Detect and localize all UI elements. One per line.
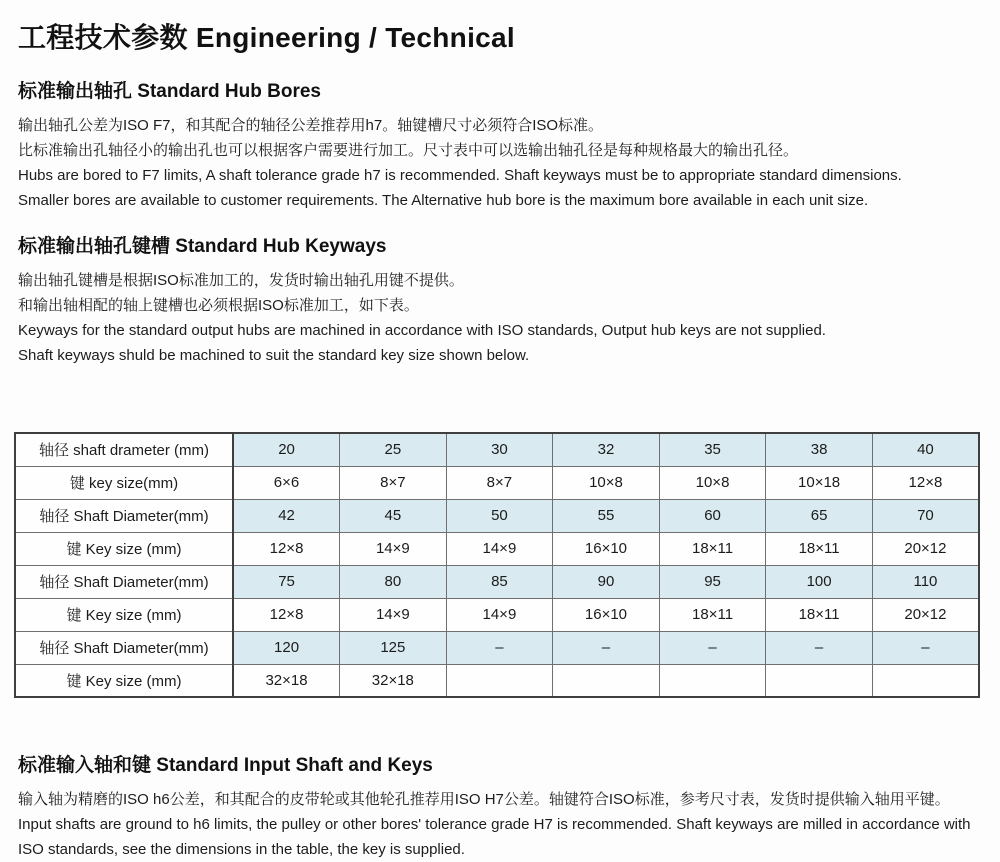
table-cell: – <box>553 631 660 664</box>
table-row <box>15 466 979 499</box>
row-label: 轴径 shaft drameter (mm) <box>15 433 233 466</box>
hub-bores-heading: 标准输出轴孔 Standard Hub Bores <box>18 81 321 102</box>
table-cell: 45 <box>340 499 447 532</box>
table-cell <box>659 664 766 697</box>
table-cell: 30 <box>446 433 553 466</box>
table-cell: 35 <box>659 433 766 466</box>
table-row <box>15 532 979 565</box>
table-row <box>15 631 979 664</box>
row-label: 键 key size(mm) <box>15 466 233 499</box>
hub-bores-line-en-2: Smaller bores are available to customer requirements. The Alternative hub bore is the maximum bore available in each unit size. <box>18 192 869 209</box>
table-cell: 16×10 <box>553 598 660 631</box>
row-label: 轴径 Shaft Diameter(mm) <box>15 631 233 664</box>
table-cell: 8×7 <box>446 466 553 499</box>
table-cell: 18×11 <box>766 598 873 631</box>
table-cell: 10×8 <box>659 466 766 499</box>
section-input-shaft <box>18 750 982 862</box>
table-cell: – <box>766 631 873 664</box>
table-cell: 55 <box>553 499 660 532</box>
table-cell: 20×12 <box>872 598 979 631</box>
table-row <box>15 433 979 466</box>
table-cell: 10×8 <box>553 466 660 499</box>
table-cell: 85 <box>446 565 553 598</box>
table-cell: 120 <box>233 631 340 664</box>
input-shaft-heading: 标准输入轴和键 Standard Input Shaft and Keys <box>18 755 433 776</box>
table-cell: 65 <box>766 499 873 532</box>
table-cell: 16×10 <box>553 532 660 565</box>
table-cell: 38 <box>766 433 873 466</box>
table-cell: 14×9 <box>446 532 553 565</box>
table-cell: 8×7 <box>340 466 447 499</box>
keyway-size-table <box>14 432 980 698</box>
table-cell: 12×8 <box>233 598 340 631</box>
table-cell: 12×8 <box>233 532 340 565</box>
row-label: 键 Key size (mm) <box>15 664 233 697</box>
table-cell: 32×18 <box>340 664 447 697</box>
table-cell: 75 <box>233 565 340 598</box>
hub-bores-line-en-1: Hubs are bored to F7 limits, A shaft tolerance grade h7 is recommended. Shaft keyways must be to appropriate standard dimensions. <box>18 167 902 184</box>
input-shaft-line-en-1: Input shafts are ground to h6 limits, the pulley or other bores' tolerance grade H7 is recommended. Shaft keyways are milled in accordance with ISO standards, see the dimensions in the table, the key is supplied. <box>18 816 971 858</box>
table-row <box>15 598 979 631</box>
table-cell: 18×11 <box>766 532 873 565</box>
row-label: 轴径 Shaft Diameter(mm) <box>15 565 233 598</box>
table-cell: 10×18 <box>766 466 873 499</box>
table-cell: 50 <box>446 499 553 532</box>
hub-keyways-line-cn-1: 输出轴孔键槽是根据ISO标准加工的，发货时输出轴孔用键不提供。 <box>18 272 464 289</box>
table-cell: 95 <box>659 565 766 598</box>
hub-keyways-heading: 标准输出轴孔键槽 Standard Hub Keyways <box>18 236 387 257</box>
table-cell: – <box>659 631 766 664</box>
hub-keyways-line-en-1: Keyways for the standard output hubs are machined in accordance with ISO standards, Output hub keys are not supplied. <box>18 322 826 339</box>
section-hub-keyways <box>18 231 982 368</box>
table-cell: 25 <box>340 433 447 466</box>
table-cell: 14×9 <box>340 598 447 631</box>
table-cell: 20 <box>233 433 340 466</box>
input-shaft-line-cn-1: 输入轴为精磨的ISO h6公差，和其配合的皮带轮或其他轮孔推荐用ISO H7公差。轴键符合ISO标准，参考尺寸表，发货时提供输入轴用平键。 <box>18 791 950 808</box>
hub-bores-line-cn-2: 比标准输出孔轴径小的输出孔也可以根据客户需要进行加工。尺寸表中可以选输出轴孔径是每种规格最大的输出孔径。 <box>18 142 799 159</box>
table-cell: 110 <box>872 565 979 598</box>
table-cell: 125 <box>340 631 447 664</box>
table-cell <box>872 664 979 697</box>
table-cell: – <box>446 631 553 664</box>
table-cell: – <box>872 631 979 664</box>
section-hub-bores <box>18 76 982 213</box>
hub-bores-line-cn-1: 输出轴孔公差为ISO F7，和其配合的轴径公差推荐用h7。轴键槽尺寸必须符合ISO标准。 <box>18 117 604 134</box>
table-cell: 6×6 <box>233 466 340 499</box>
table-cell: 100 <box>766 565 873 598</box>
keyway-table-body <box>15 433 979 697</box>
table-cell <box>553 664 660 697</box>
table-cell: 32 <box>553 433 660 466</box>
table-cell: 12×8 <box>872 466 979 499</box>
table-cell: 80 <box>340 565 447 598</box>
table-cell: 90 <box>553 565 660 598</box>
table-cell: 20×12 <box>872 532 979 565</box>
table-cell: 42 <box>233 499 340 532</box>
table-cell: 70 <box>872 499 979 532</box>
table-cell <box>446 664 553 697</box>
table-cell: 18×11 <box>659 598 766 631</box>
row-label: 轴径 Shaft Diameter(mm) <box>15 499 233 532</box>
hub-keyways-line-cn-2: 和输出轴相配的轴上键槽也必须根据ISO标准加工，如下表。 <box>18 297 419 314</box>
table-row <box>15 664 979 697</box>
table-row <box>15 499 979 532</box>
table-cell: 14×9 <box>446 598 553 631</box>
table-cell: 14×9 <box>340 532 447 565</box>
table-cell: 18×11 <box>659 532 766 565</box>
table-cell: 40 <box>872 433 979 466</box>
table-cell: 32×18 <box>233 664 340 697</box>
table-row <box>15 565 979 598</box>
table-cell <box>766 664 873 697</box>
table-cell: 60 <box>659 499 766 532</box>
row-label: 键 Key size (mm) <box>15 532 233 565</box>
row-label: 键 Key size (mm) <box>15 598 233 631</box>
hub-keyways-line-en-2: Shaft keyways shuld be machined to suit the standard key size shown below. <box>18 347 530 364</box>
page-title: 工程技术参数 Engineering / Technical <box>18 22 515 53</box>
